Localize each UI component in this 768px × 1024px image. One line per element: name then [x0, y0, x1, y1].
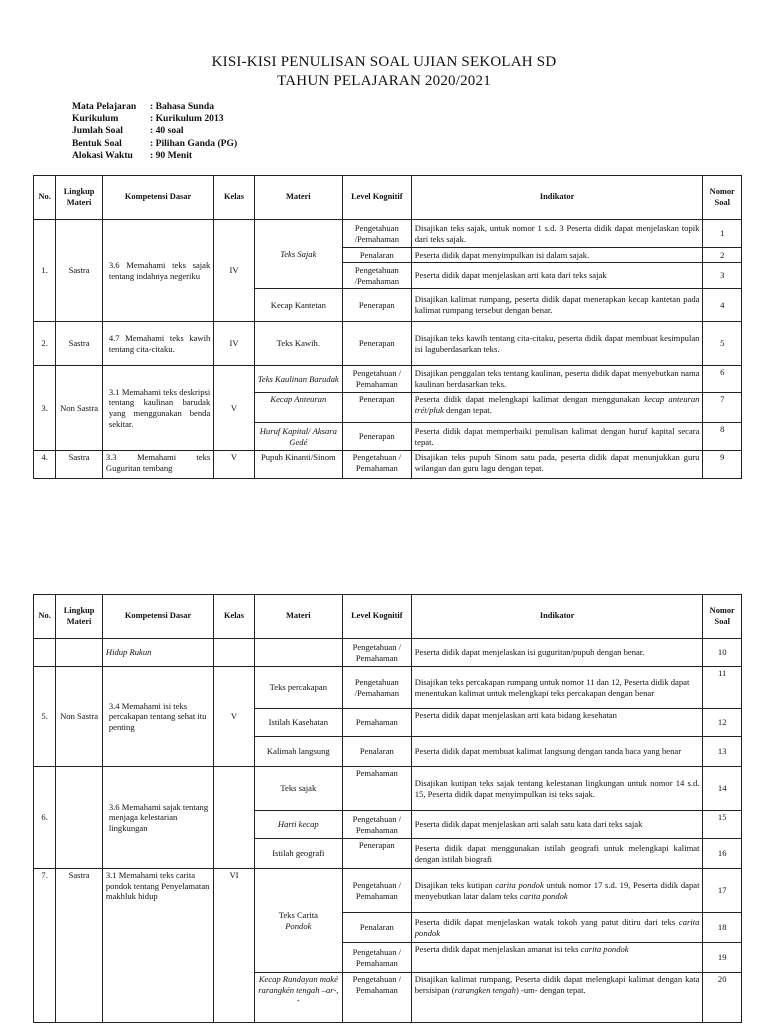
cell-materi: Teks Kawih. [254, 322, 342, 366]
table-row [34, 366, 742, 393]
cell-materi: Teks percakapan [254, 667, 342, 709]
cell-materi: Teks Kaulinan Barudak [254, 366, 342, 393]
info-value: : Pilihan Ganda (PG) [150, 137, 238, 149]
cell-level: Pengetahuan / Pemahaman [342, 451, 411, 479]
info-label: Kurikulum [72, 113, 119, 125]
cell-nomor: 12 [703, 709, 742, 737]
header-lingkup: Lingkup Materi [56, 595, 103, 639]
cell-level: Penerapan [342, 289, 411, 322]
cell-nomor: 16 [703, 839, 742, 869]
header-kelas: Kelas [214, 176, 255, 220]
cell-level: Pengetahuan /Pemahaman [342, 263, 411, 289]
cell-nomor: 11 [703, 667, 742, 709]
cell-kelas [214, 639, 255, 667]
header-lingkup: Lingkup Materi [56, 176, 103, 220]
cell-nomor: 14 [703, 767, 742, 811]
cell-indikator: Peserta didik dapat menjelaskan amanat isi teks carita pondok [411, 943, 703, 973]
cell-nomor: 8 [703, 423, 742, 451]
cell-no: 4. [34, 451, 56, 479]
header-nomor: Nomor Soal [703, 595, 742, 639]
cell-level: Pengetahuan / Pemahaman [342, 943, 411, 973]
header-kd: Kompetensi Dasar [102, 176, 213, 220]
cell-no: 7. [34, 869, 56, 1023]
cell-indikator: Peserta didik dapat menjelaskan arti kata bidang kesehatan [411, 709, 703, 737]
cell-level: Pengetahuan / Pemahaman [342, 869, 411, 913]
cell-materi: Kecap Anteuran [254, 393, 342, 423]
cell-kelas: VI [214, 869, 255, 1023]
cell-kd: 3.6 Memahami teks sajak tentang indahnya negeriku [102, 220, 213, 322]
cell-lingkup: Sastra [56, 322, 103, 366]
cell-level: Penerapan [342, 423, 411, 451]
header-kelas: Kelas [214, 595, 255, 639]
cell-nomor: 2 [703, 248, 742, 263]
cell-materi: Istilah Kasehatan [254, 709, 342, 737]
cell-kd: 3.1 Memahami teks carita pondok tentang Penyelamatan makhluk hidup [102, 869, 213, 1023]
cell-lingkup: Sastra [56, 451, 103, 479]
cell-indikator: Peserta didik dapat menggunakan istilah geografi untuk melengkapi kalimat dengan istilah biografi [411, 839, 703, 869]
info-label: Alokasi Waktu [72, 149, 133, 161]
cell-kelas: V [214, 667, 255, 767]
cell-kelas: V [214, 366, 255, 451]
cell-level: Penerapan [342, 322, 411, 366]
cell-kelas: V [214, 451, 255, 479]
info-row [72, 150, 237, 162]
cell-nomor: 15 [703, 811, 742, 839]
cell-indikator: Disajikan teks sajak, untuk nomor 1 s.d. 3 Peserta didik dapat menjelaskan topik dari teks sajak. [411, 220, 703, 248]
table-row [34, 869, 742, 913]
cell-level: Pengetahuan /Pemahaman [342, 220, 411, 248]
header-materi: Materi [254, 595, 342, 639]
info-label: Jumlah Soal [72, 125, 123, 137]
cell-nomor: 18 [703, 913, 742, 943]
cell-indikator: Peserta didik dapat menyimpulkan isi dalam sajak. [411, 248, 703, 263]
cell-lingkup [56, 639, 103, 667]
cell-lingkup: Non Sastra [56, 366, 103, 451]
cell-kelas: IV [214, 220, 255, 322]
cell-materi: Pupuh Kinanti/Sinom [254, 451, 342, 479]
cell-indikator: Peserta didik dapat menjelaskan arti kata dari teks sajak [411, 263, 703, 289]
header-level: Level Kognitif [342, 176, 411, 220]
cell-kd: 3.3 Memahami teks Guguritan tembang [102, 451, 213, 479]
cell-level: Penerapan [342, 839, 411, 869]
cell-nomor: 7 [703, 393, 742, 423]
table-row [34, 639, 742, 667]
cell-level: Penerapan [342, 393, 411, 423]
cell-level: Penalaran [342, 248, 411, 263]
header-indikator: Indikator [411, 176, 703, 220]
header-no: No. [34, 176, 56, 220]
table-row [34, 220, 742, 248]
info-row [72, 125, 237, 137]
cell-no [34, 639, 56, 667]
cell-level: Penalaran [342, 737, 411, 767]
cell-level: Penalaran [342, 913, 411, 943]
cell-nomor: 17 [703, 869, 742, 913]
cell-indikator: Disajikan teks pupuh Sinom satu pada, peserta didik dapat menunjukkan guru wilangan dan guru lagu dengan tepat. [411, 451, 703, 479]
cell-indikator: Disajikan kalimat rumpang, Peserta didik dapat melengkapi kalimat dengan kata bersisipan (rarangken tengah) -um- dengan tepat. [411, 973, 703, 1023]
table-row [34, 767, 742, 811]
cell-nomor: 9 [703, 451, 742, 479]
cell-no: 3. [34, 366, 56, 451]
cell-kelas [214, 767, 255, 869]
cell-kd: 3.6 Memahami sajak tentang menjaga kelestarian lingkungan [102, 767, 213, 869]
cell-nomor: 19 [703, 943, 742, 973]
kisi-kisi-table-page2 [33, 594, 742, 1023]
cell-level: Pemahaman [342, 709, 411, 737]
cell-indikator: Peserta didik dapat memperbaiki penulisan kalimat dengan huruf kapital secara tepat. [411, 423, 703, 451]
cell-lingkup: Non Sastra [56, 667, 103, 767]
cell-indikator: Peserta didik dapat menjelaskan arti salah satu kata dari teks sajak [411, 811, 703, 839]
cell-no: 5. [34, 667, 56, 767]
cell-level: Pengetahuan /Pemahaman [342, 667, 411, 709]
info-value: : Bahasa Sunda [150, 101, 214, 112]
header-kd: Kompetensi Dasar [102, 595, 213, 639]
cell-level: Pengetahuan / Pemahaman [342, 811, 411, 839]
info-value: : 90 Menit [150, 149, 193, 161]
header-nomor: Nomor Soal [703, 176, 742, 220]
cell-nomor: 1 [703, 220, 742, 248]
cell-materi: Teks Carita Pondok [254, 869, 342, 973]
cell-lingkup: Sastra [56, 869, 103, 1023]
cell-no: 1. [34, 220, 56, 322]
cell-kd: Hidup Rukun [102, 639, 213, 667]
cell-level: Pengetahuan / Pemahaman [342, 639, 411, 667]
info-label: Bentuk Soal [72, 137, 122, 149]
cell-indikator: Disajikan teks kawih tentang cita-citaku, peserta didik dapat membuat kesimpulan isi laguberdasarkan teks. [411, 322, 703, 366]
cell-materi: Huruf Kapital/ Aksara Gedé [254, 423, 342, 451]
info-row [72, 113, 237, 125]
table-header-row [34, 595, 742, 639]
cell-nomor: 10 [703, 639, 742, 667]
cell-level: Pengetahuan / Pemahaman [342, 366, 411, 393]
cell-materi: Teks Sajak [254, 220, 342, 289]
table-row [34, 322, 742, 366]
info-label: Mata Pelajaran [72, 101, 137, 112]
cell-lingkup [56, 767, 103, 869]
cell-level: Pemahaman [342, 767, 411, 811]
cell-indikator: Disajikan kalimat rumpang, peserta didik dapat menerapkan kecap kantetan pada kalimat rumpang tersebut dengan benar. [411, 289, 703, 322]
cell-indikator: Disajikan teks percakapan rumpang untuk nomor 11 dan 12, Peserta didik dapat menentukan kalimat untuk melengkapi teks percakapan dengan benar [411, 667, 703, 709]
cell-nomor: 4 [703, 289, 742, 322]
cell-indikator: Disajikan kutipan teks sajak tentang kelestanan lingkungan untuk nomor 14 s.d. 15, Peserta didik dapat menyimpulkan isi teks sajak. [411, 767, 703, 811]
cell-lingkup: Sastra [56, 220, 103, 322]
info-row [72, 101, 237, 113]
document-subtitle: TAHUN PELAJARAN 2020/2021 [277, 73, 491, 89]
cell-materi: Istilah geografi [254, 839, 342, 869]
cell-indikator: Peserta didik dapat menjelaskan isi guguritan/pupuh dengan benar. [411, 639, 703, 667]
cell-nomor: 5 [703, 322, 742, 366]
cell-indikator: Disajikan teks kutipan carita pondok untuk nomor 17 s.d. 19, Peserta didik dapat menyebutkan latar dalam teks carita pondok [411, 869, 703, 913]
cell-indikator: Peserta didik dapat menjelaskan watak tokoh yang patut ditiru dari teks carita pondok [411, 913, 703, 943]
cell-nomor: 20 [703, 973, 742, 1023]
table-header-row [34, 176, 742, 220]
kisi-kisi-table-page1 [33, 175, 742, 479]
cell-materi: Kecap Rundayan maké rarangkén tengah –ar-, - [254, 973, 342, 1023]
cell-nomor: 3 [703, 263, 742, 289]
cell-materi: Kalimah langsung [254, 737, 342, 767]
header-level: Level Kognitif [342, 595, 411, 639]
info-row [72, 138, 237, 150]
header-materi: Materi [254, 176, 342, 220]
cell-nomor: 6 [703, 366, 742, 393]
header-indikator: Indikator [411, 595, 703, 639]
cell-indikator: Peserta didik dapat melengkapi kalimat dengan menggunakan kecap anteuran trét/pluk dengan tepat. [411, 393, 703, 423]
cell-level: Pengetahuan / Pemahaman [342, 973, 411, 1023]
table-row [34, 667, 742, 709]
cell-kd: 3.1 Memahami teks deskripsi tentang kaulinan barudak yang menggunakan benda sekitar. [102, 366, 213, 451]
cell-kd: 4.7 Memahami teks kawih tentang cita-citaku. [102, 322, 213, 366]
cell-materi: Harti kecap [254, 811, 342, 839]
cell-kd: 3.4 Memahami isi teks percakapan tentang sehat itu penting [102, 667, 213, 767]
cell-materi [254, 639, 342, 667]
cell-nomor: 13 [703, 737, 742, 767]
cell-no: 6. [34, 767, 56, 869]
cell-materi: Teks sajak [254, 767, 342, 811]
table-row [34, 451, 742, 479]
info-block [72, 101, 237, 162]
cell-no: 2. [34, 322, 56, 366]
cell-kelas: IV [214, 322, 255, 366]
cell-indikator: Peserta didik dapat membuat kalimat langsung dengan tanda baca yang benar [411, 737, 703, 767]
header-no: No. [34, 595, 56, 639]
info-value: : 40 soal [150, 125, 184, 137]
document-title: KISI-KISI PENULISAN SOAL UJIAN SEKOLAH SD [211, 54, 557, 70]
cell-materi: Kecap Kantetan [254, 289, 342, 322]
cell-indikator: Disajikan penggalan teks tentang kaulinan, peserta didik dapat menyebutkan nama kaulinan berdasarkan teks. [411, 366, 703, 393]
info-value: : Kurikulum 2013 [150, 113, 224, 125]
